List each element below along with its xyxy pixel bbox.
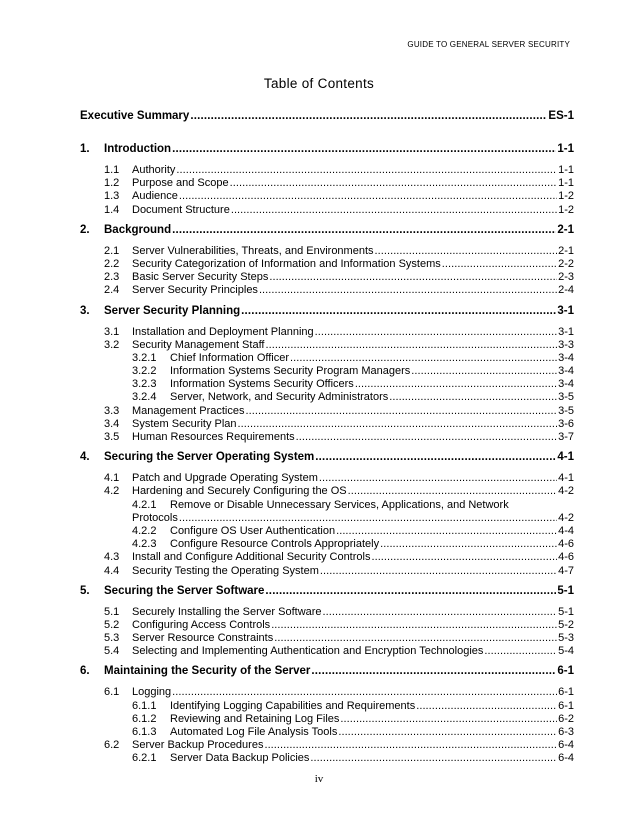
toc-subsection-entry[interactable]	[80, 177, 574, 190]
toc-entry-page: 6-1	[557, 665, 574, 678]
toc-entry-page: 6-3	[558, 726, 574, 739]
dot-leader	[311, 665, 556, 677]
toc-entry-page: 3-3	[558, 338, 574, 351]
dot-leader	[310, 752, 557, 764]
toc-section-entry[interactable]	[80, 665, 574, 682]
toc-entry-page: 4-1	[557, 451, 574, 464]
dot-leader	[355, 378, 557, 390]
toc-subsection-entry[interactable]	[80, 339, 574, 352]
toc-entry-number: 3.	[80, 304, 90, 317]
toc-entry-number: 6.1.2	[132, 712, 157, 725]
dot-leader	[190, 110, 547, 122]
toc-entry-label: Protocols	[132, 511, 178, 524]
toc-subsection-entry[interactable]	[80, 164, 574, 177]
toc-entry-number: 1.	[80, 143, 90, 155]
dot-leader	[323, 606, 558, 618]
toc-entry-number: 2.1	[104, 244, 120, 257]
toc-subsection-entry[interactable]	[80, 619, 574, 632]
toc-entry-number: 3.1	[104, 325, 120, 338]
toc-entry-page: 4-2	[558, 485, 574, 498]
toc-entry-number: 5.4	[104, 645, 120, 658]
toc-entry-page: 3-7	[558, 431, 574, 443]
toc-entry-label: Security Testing the Operating System	[132, 564, 319, 577]
toc-subsection-entry[interactable]	[80, 713, 574, 726]
toc-entry-label: Server Security Planning	[104, 304, 241, 317]
toc-entry-label: Selecting and Implementing Authentication and Encryption Technologies	[132, 645, 484, 658]
dot-leader	[172, 224, 556, 236]
toc-entry-label: Server Security Principles	[132, 284, 258, 297]
toc-subsection-entry[interactable]	[80, 365, 574, 378]
dot-leader	[179, 512, 557, 524]
toc-subsection-entry[interactable]	[80, 551, 574, 564]
dot-leader	[230, 177, 557, 189]
toc-subsection-entry[interactable]	[80, 271, 574, 284]
toc-subsection-entry[interactable]	[80, 686, 574, 699]
toc-entry-page: 5-2	[558, 618, 574, 631]
dot-leader	[315, 451, 556, 463]
toc-entry-number: 5.2	[104, 618, 120, 631]
toc-subsection-entry[interactable]	[80, 632, 574, 645]
toc-entry-page: 3-4	[558, 378, 574, 391]
toc-entry-page: 1-1	[557, 143, 574, 155]
dot-leader	[348, 485, 557, 497]
toc-entry-label: Server Resource Constraints	[132, 632, 274, 645]
dot-leader	[259, 284, 557, 296]
dot-leader	[172, 686, 557, 698]
dot-leader	[315, 326, 557, 338]
toc-subsection-entry[interactable]	[80, 499, 574, 512]
toc-subsection-group	[80, 164, 574, 217]
toc-entry-number: 4.2	[104, 485, 120, 498]
toc-entry-number: 3.2.1	[132, 351, 157, 364]
toc-subsection-group	[80, 326, 574, 445]
dot-leader	[264, 739, 557, 751]
dot-leader	[371, 551, 557, 563]
toc-entry-page: 5-1	[558, 605, 574, 618]
toc-section-entry[interactable]	[80, 224, 574, 241]
toc-entry-page: 4-4	[558, 524, 574, 537]
toc-entry-number: 1.4	[104, 203, 120, 216]
toc-entry-number: 6.2.1	[132, 752, 157, 765]
dot-leader	[246, 405, 558, 417]
dot-leader	[296, 431, 557, 443]
toc-entry-page: 1-2	[558, 203, 574, 216]
toc-subsection-entry[interactable]	[80, 645, 574, 658]
toc-entry-label: Purpose and Scope	[132, 177, 229, 190]
toc-entry-label: Server Data Backup Policies	[170, 752, 310, 765]
toc-sections	[80, 143, 574, 766]
toc-entry-number: 3.2.4	[132, 391, 157, 404]
dot-leader	[380, 538, 557, 550]
toc-subsection-entry[interactable]	[80, 326, 574, 339]
toc-entry-label: Reviewing and Retaining Log Files	[170, 712, 340, 725]
dot-leader	[375, 245, 558, 257]
toc-entry-page: 4-1	[558, 472, 574, 485]
dot-leader	[269, 271, 557, 283]
toc-entry-number: 6.	[80, 665, 90, 678]
toc-entry-page: 4-6	[558, 538, 574, 551]
toc-entry-number: 4.1	[104, 472, 120, 485]
toc-entry-number: 4.2.1	[132, 498, 157, 511]
toc-entry-label: Configure OS User Authentication	[170, 524, 336, 537]
toc-entry-label: Patch and Upgrade Operating System	[132, 472, 318, 485]
toc-subsection-entry[interactable]	[80, 352, 574, 365]
toc-subsection-entry[interactable]	[80, 405, 574, 418]
page-title: Table of Contents	[263, 76, 375, 91]
toc-entry-label: Executive Summary	[80, 110, 190, 122]
toc-entry-label: Securing the Server Software	[104, 584, 265, 597]
toc-entry-number: 6.2	[104, 739, 120, 752]
toc-entry-number: 4.2.2	[132, 524, 157, 537]
dot-leader	[265, 585, 556, 597]
dot-leader	[290, 352, 557, 364]
dot-leader	[176, 164, 557, 176]
toc-entry-page: 4-7	[558, 564, 574, 577]
toc-subsection-entry[interactable]	[80, 378, 574, 391]
toc-entry-page: 6-1	[558, 686, 574, 699]
toc-subsection-entry[interactable]	[80, 485, 574, 498]
toc-entry-label: Logging	[132, 686, 172, 699]
table-of-contents	[80, 110, 574, 773]
toc-entry-number: 6.1	[104, 686, 120, 699]
toc-entry-label: Introduction	[104, 143, 172, 155]
toc-entry-label: Chief Information Officer	[170, 351, 290, 364]
running-header: GUIDE TO GENERAL SERVER SECURITY	[407, 40, 570, 49]
toc-entry-label: Basic Server Security Steps	[132, 271, 269, 284]
toc-entry-page: 6-4	[558, 752, 574, 765]
toc-entry-number: 2.2	[104, 257, 120, 270]
toc-entry-label: Management Practices	[132, 404, 245, 417]
toc-subsection-entry[interactable]	[80, 538, 574, 551]
toc-subsection-group	[80, 472, 574, 578]
toc-subsection-entry[interactable]	[80, 284, 574, 297]
toc-entry-number: 2.	[80, 223, 90, 236]
toc-entry-number: 3.2.3	[132, 378, 157, 391]
toc-entry-label: Hardening and Securely Configuring the OS	[132, 485, 347, 498]
toc-entry-number: 5.3	[104, 632, 120, 645]
page-number: iv	[314, 773, 324, 785]
toc-entry-number: 1.3	[104, 190, 120, 203]
toc-subsection-entry-continued[interactable]	[80, 512, 574, 525]
toc-subsection-entry[interactable]	[80, 245, 574, 258]
toc-entry-label: Maintaining the Security of the Server	[104, 665, 311, 678]
toc-section-entry[interactable]	[80, 451, 574, 468]
toc-entry-label: Security Categorization of Information and Information Systems	[132, 257, 441, 270]
toc-entry-page: 1-1	[558, 164, 574, 176]
toc-entry-page: 3-5	[558, 391, 574, 404]
toc-subsection-entry[interactable]	[80, 739, 574, 752]
toc-entry-page: 2-1	[557, 223, 574, 236]
dot-leader	[265, 339, 557, 351]
toc-entry-label: Remove or Disable Unnecessary Services, Applications, and Network	[170, 498, 509, 511]
toc-subsection-entry[interactable]	[80, 525, 574, 538]
dot-leader	[238, 418, 558, 430]
toc-entry-number: 3.5	[104, 431, 120, 443]
toc-entry-label: Information Systems Security Officers	[170, 378, 354, 391]
toc-entry-label: Human Resources Requirements	[132, 431, 295, 443]
toc-subsection-group	[80, 606, 574, 659]
toc-subsection-entry[interactable]	[80, 258, 574, 271]
toc-subsection-entry[interactable]	[80, 700, 574, 713]
toc-entry-page: 5-4	[558, 645, 574, 658]
dot-leader	[442, 258, 557, 270]
toc-subsection-entry[interactable]	[80, 204, 574, 217]
dot-leader	[389, 391, 557, 403]
toc-entry-label: Audience	[132, 190, 178, 203]
toc-entry-label: Server, Network, and Security Administrators	[170, 391, 389, 404]
toc-entry-label: Automated Log File Analysis Tools	[170, 726, 338, 739]
toc-entry-number: 6.1.1	[132, 699, 157, 712]
dot-leader	[241, 305, 556, 317]
toc-entry-number: 6.1.3	[132, 726, 157, 739]
toc-entry-number: 4.2.3	[132, 538, 157, 551]
toc-entry-number: 5.1	[104, 605, 120, 618]
toc-subsection-entry[interactable]	[80, 752, 574, 765]
toc-entry-page: 3-6	[558, 417, 574, 430]
toc-entry-page: 2-2	[558, 257, 574, 270]
toc-section-entry[interactable]	[80, 305, 574, 322]
toc-subsection-entry[interactable]	[80, 606, 574, 619]
dot-leader	[338, 726, 557, 738]
toc-entry-label: Install and Configure Additional Security Controls	[132, 551, 371, 564]
toc-entry-page: 1-1	[558, 177, 574, 190]
toc-entry-label: Information Systems Security Program Managers	[170, 365, 411, 378]
toc-entry-number: 2.4	[104, 284, 120, 297]
toc-entry-number: 3.2.2	[132, 365, 157, 378]
dot-leader	[320, 565, 557, 577]
toc-entry-number: 4.4	[104, 564, 120, 577]
toc-entry-label: Identifying Logging Capabilities and Requirements	[170, 699, 416, 712]
dot-leader	[231, 204, 557, 216]
dot-leader	[274, 632, 557, 644]
toc-entry-label: Securing the Server Operating System	[104, 451, 315, 464]
toc-entry-page: 6-1	[558, 699, 574, 712]
dot-leader	[340, 713, 557, 725]
toc-entry-page: 2-1	[558, 244, 574, 257]
toc-entry-number: 1.1	[104, 164, 120, 176]
toc-subsection-group	[80, 245, 574, 298]
toc-entry-page: 4-2	[558, 511, 574, 524]
toc-entry-label: Authority	[132, 164, 176, 176]
toc-entry-label: Security Management Staff	[132, 338, 265, 351]
toc-entry-page: 3-4	[558, 365, 574, 378]
toc-entry-page: 6-4	[558, 739, 574, 752]
toc-entry-page: 1-2	[558, 190, 574, 203]
toc-section-entry[interactable]	[80, 143, 574, 160]
toc-entry-number: 3.2	[104, 338, 120, 351]
toc-entry-number: 4.3	[104, 551, 120, 564]
dot-leader	[411, 365, 557, 377]
toc-entry-page: 2-3	[558, 271, 574, 284]
toc-entry-page: 3-5	[558, 404, 574, 417]
toc-entry-label: Configuring Access Controls	[132, 618, 271, 631]
toc-entry-number: 2.3	[104, 271, 120, 284]
dot-leader	[416, 700, 557, 712]
dot-leader	[336, 525, 557, 537]
toc-entry-number: 1.2	[104, 177, 120, 190]
toc-entry-page: 4-6	[558, 551, 574, 564]
toc-subsection-entry[interactable]	[80, 391, 574, 404]
toc-entry-label: Background	[104, 223, 172, 236]
toc-entry-label: Securely Installing the Server Software	[132, 605, 322, 618]
toc-entry-number: 3.3	[104, 404, 120, 417]
toc-entry-label: Server Backup Procedures	[132, 739, 264, 752]
toc-entry-page: 3-4	[558, 351, 574, 364]
toc-entry-number: 4.	[80, 451, 90, 464]
toc-entry-page: 2-4	[558, 284, 574, 297]
toc-subsection-entry[interactable]	[80, 431, 574, 444]
toc-entry-label: Installation and Deployment Planning	[132, 325, 314, 338]
toc-entry-label: Server Vulnerabilities, Threats, and Environments	[132, 244, 374, 257]
toc-subsection-entry[interactable]	[80, 190, 574, 203]
toc-entry-number: 5.	[80, 584, 90, 597]
toc-entry-page: ES-1	[548, 110, 574, 122]
dot-leader	[172, 143, 556, 155]
toc-subsection-entry[interactable]	[80, 472, 574, 485]
toc-subsection-entry[interactable]	[80, 418, 574, 431]
toc-entry-page: 3-1	[558, 325, 574, 338]
toc-entry-label: System Security Plan	[132, 417, 237, 430]
toc-entry-page: 3-1	[557, 304, 574, 317]
dot-leader	[319, 472, 557, 484]
toc-entry-executive-summary[interactable]	[80, 110, 574, 127]
dot-leader	[179, 190, 557, 202]
toc-section-entry[interactable]	[80, 585, 574, 602]
toc-entry-page: 5-1	[557, 584, 574, 597]
toc-entry-number: 3.4	[104, 417, 120, 430]
dot-leader	[484, 645, 557, 657]
dot-leader	[271, 619, 557, 631]
toc-entry-page: 6-2	[558, 712, 574, 725]
toc-subsection-entry[interactable]	[80, 726, 574, 739]
toc-subsection-entry[interactable]	[80, 565, 574, 578]
toc-entry-page: 5-3	[558, 632, 574, 645]
toc-entry-label: Document Structure	[132, 203, 230, 216]
toc-subsection-group	[80, 686, 574, 765]
toc-entry-label: Configure Resource Controls Appropriately	[170, 538, 380, 551]
